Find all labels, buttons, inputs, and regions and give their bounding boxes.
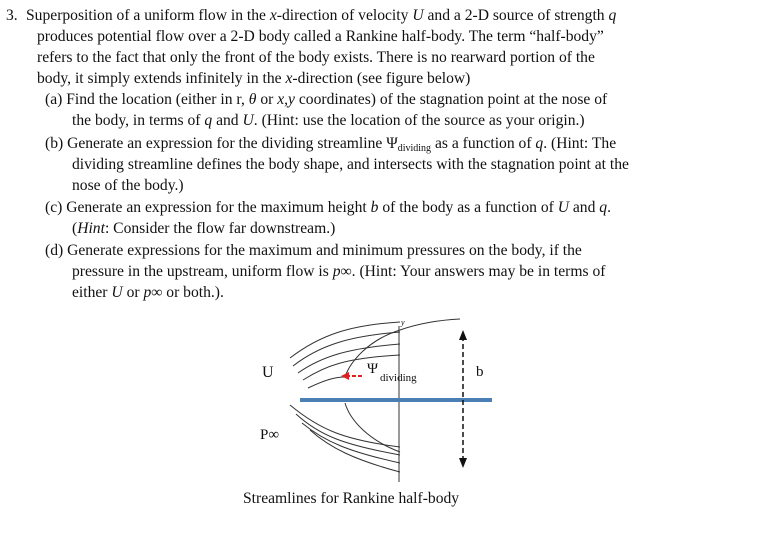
intro-line-4: body, it simply extends infinitely in the x-direction (see figure below) (37, 70, 471, 87)
label-y-axis: y (401, 318, 405, 327)
part-d-line-2: pressure in the upstream, uniform flow is p∞. (Hint: Your answers may be in terms of (72, 263, 606, 280)
part-b-line-2: dividing streamline defines the body shape, and intersects with the stagnation point at the (72, 156, 629, 173)
part-b-line-1: (b) Generate an expression for the dividing streamline $\Psi_{dividing}$ as a function of q. (Hint: The (45, 135, 617, 154)
figure-caption: Streamlines for Rankine half-body (243, 490, 460, 507)
dividing-streamline-upper (345, 319, 460, 377)
part-c-line-2: (Hint: Consider the flow far downstream.) (72, 220, 336, 237)
part-d-line-3: either U or p∞ or both.). (72, 284, 224, 301)
intro-line-2: produces potential flow over a 2-D body called a Rankine half-body. The term “half-body” (37, 28, 604, 45)
b-arrowhead-top (459, 330, 467, 340)
streamline (293, 332, 400, 366)
label-p-infinity: P∞ (260, 427, 280, 443)
label-b: b (476, 364, 484, 380)
label-psi: Ψ (367, 361, 379, 377)
part-b-line-3: nose of the body.) (72, 177, 184, 194)
streamline (308, 377, 345, 388)
intro-line-3: refers to the fact that only the front of the body exists. There is no rearward portion of the (37, 49, 595, 66)
psi-pointer-arrowhead (341, 372, 349, 380)
intro-line-1: Superposition of a uniform flow in the x-direction of velocity U and a 2-D source of strength q (26, 7, 617, 24)
b-arrowhead-bottom (459, 458, 467, 468)
label-U: U (262, 364, 274, 381)
label-psi-subscript: dividing (380, 372, 417, 384)
part-c-line-1: (c) Generate an expression for the maximum height b of the body as a function of U and q. (45, 199, 611, 216)
problem-number: 3. (6, 7, 18, 24)
part-d-line-1: (d) Generate expressions for the maximum and minimum pressures on the body, if the (45, 242, 582, 259)
part-a-line-2: the body, in terms of q and U. (Hint: use the location of the source as your origin.) (72, 112, 585, 129)
part-a-line-1: (a) Find the location (either in r, θ or x,y coordinates) of the stagnation point at the nose of (45, 91, 608, 108)
